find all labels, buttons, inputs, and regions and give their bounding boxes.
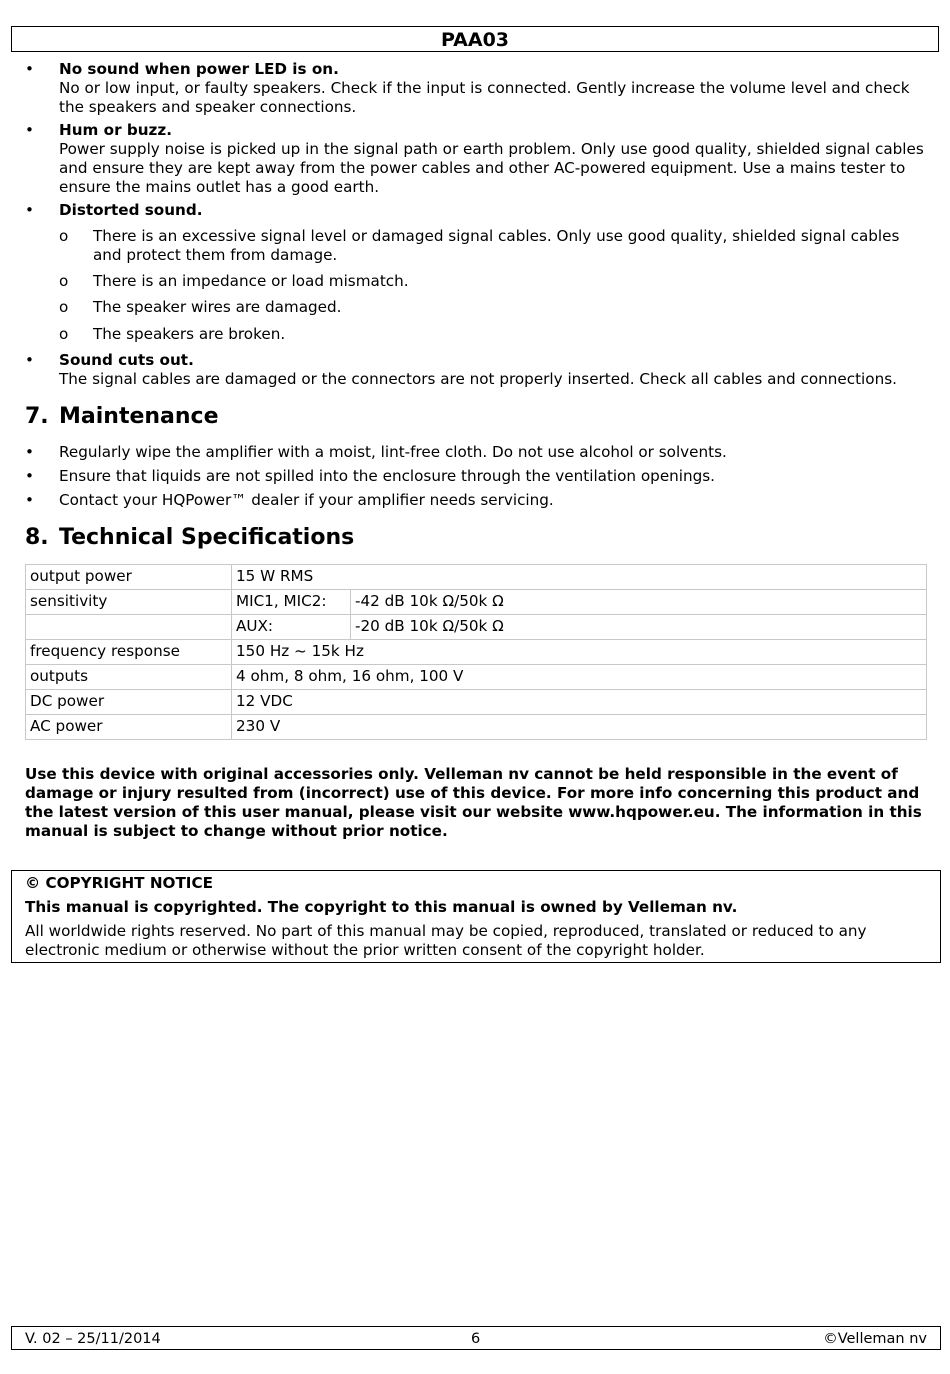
list-item <box>25 467 927 486</box>
item-text: The signal cables are damaged or the connectors are not properly inserted. Check all cables and connections. <box>59 370 897 388</box>
document-title: PAA03 <box>440 29 510 51</box>
sub-list-item <box>25 272 927 291</box>
list-item <box>25 60 927 117</box>
item-title: Hum or buzz. <box>59 121 172 139</box>
spec-label: AC power <box>26 715 232 740</box>
bullet-icon: • <box>25 351 34 369</box>
spec-value: 150 Hz ~ 15k Hz <box>232 640 927 665</box>
section-title: Maintenance <box>59 404 219 429</box>
table-row <box>26 590 927 615</box>
spec-label-empty <box>26 615 232 640</box>
page-footer <box>11 1326 941 1350</box>
circle-bullet-icon: o <box>59 272 69 290</box>
sub-list <box>25 227 927 265</box>
list-item <box>25 201 927 220</box>
list-item <box>25 121 927 197</box>
sub-list <box>25 272 927 291</box>
spec-sublabel: MIC1, MIC2: <box>232 590 351 615</box>
circle-bullet-icon: o <box>59 227 69 245</box>
table-row <box>26 565 927 590</box>
section-number: 7. <box>25 404 49 429</box>
sub-item-text: There is an impedance or load mismatch. <box>93 272 409 290</box>
copyright-box <box>11 870 941 963</box>
troubleshooting-list <box>25 60 927 220</box>
spec-value: -20 dB 10k Ω/50k Ω <box>351 615 927 640</box>
list-item <box>25 491 927 510</box>
spec-label: sensitivity <box>26 590 232 615</box>
sub-list <box>25 325 927 344</box>
sub-list-item <box>25 325 927 344</box>
item-text: Power supply noise is picked up in the signal path or earth problem. Only use good quality, shielded signal cables and ensure they are kept away from the power cables and other AC-powered equipment. Use a mains tester to ensure the mains outlet has a good earth. <box>59 140 924 196</box>
copyright-text: All worldwide rights reserved. No part of this manual may be copied, reproduced, translated or reduced to any electronic medium or otherwise without the prior written consent of the copyright holder. <box>25 922 867 959</box>
section-heading-specifications <box>25 525 354 551</box>
bullet-icon: • <box>25 467 34 485</box>
footer-version: V. 02 – 25/11/2014 <box>25 1331 161 1347</box>
table-row <box>26 615 927 640</box>
copyright-subtitle: This manual is copyrighted. The copyright to this manual is owned by Velleman nv. <box>25 898 738 916</box>
page-number: 6 <box>471 1331 481 1347</box>
list-item <box>25 351 927 389</box>
bullet-icon: • <box>25 121 34 139</box>
page-header <box>11 26 939 52</box>
spec-value: -42 dB 10k Ω/50k Ω <box>351 590 927 615</box>
bullet-icon: • <box>25 491 34 509</box>
table-row <box>26 665 927 690</box>
item-text: Contact your HQPower™ dealer if your amplifier needs servicing. <box>59 491 554 509</box>
section-heading-maintenance <box>25 404 219 430</box>
spec-label: outputs <box>26 665 232 690</box>
bullet-icon: • <box>25 443 34 461</box>
copyright-title: © COPYRIGHT NOTICE <box>25 874 213 892</box>
list-item <box>25 443 927 462</box>
table-row <box>26 690 927 715</box>
usage-notice: Use this device with original accessories only. Velleman nv cannot be held responsible in the event of damage or injury resulted from (incorrect) use of this device. For more info concerning this product and the latest version of this user manual, please visit our website www.hqpower.eu. The information in this manual is subject to change without prior notice. <box>25 765 922 840</box>
sub-list <box>25 298 927 317</box>
bullet-icon: • <box>25 201 34 219</box>
troubleshooting-list <box>25 351 927 389</box>
table-row <box>26 640 927 665</box>
circle-bullet-icon: o <box>59 325 69 343</box>
spec-label: output power <box>26 565 232 590</box>
spec-label: DC power <box>26 690 232 715</box>
footer-owner: ©Velleman nv <box>823 1331 927 1347</box>
spec-sublabel: AUX: <box>232 615 351 640</box>
bullet-icon: • <box>25 60 34 78</box>
specifications-table <box>25 564 927 740</box>
sub-list-item <box>25 298 927 317</box>
sub-item-text: There is an excessive signal level or damaged signal cables. Only use good quality, shielded signal cables and protect them from damage. <box>93 227 900 264</box>
spec-value: 12 VDC <box>232 690 927 715</box>
circle-bullet-icon: o <box>59 298 69 316</box>
item-text: Ensure that liquids are not spilled into the enclosure through the ventilation openings. <box>59 467 716 485</box>
maintenance-list <box>25 443 927 510</box>
item-title: Distorted sound. <box>59 201 203 219</box>
spec-value: 15 W RMS <box>232 565 927 590</box>
item-title: Sound cuts out. <box>59 351 194 369</box>
spec-value: 4 ohm, 8 ohm, 16 ohm, 100 V <box>232 665 927 690</box>
item-text: No or low input, or faulty speakers. Check if the input is connected. Gently increase the volume level and check the speakers and speaker connections. <box>59 79 910 116</box>
section-title: Technical Specifications <box>59 525 355 550</box>
sub-item-text: The speakers are broken. <box>93 325 286 343</box>
table-row <box>26 715 927 740</box>
spec-value: 230 V <box>232 715 927 740</box>
item-title: No sound when power LED is on. <box>59 60 339 78</box>
sub-list-item <box>25 227 927 265</box>
section-number: 8. <box>25 525 49 550</box>
spec-label: frequency response <box>26 640 232 665</box>
sub-item-text: The speaker wires are damaged. <box>93 298 342 316</box>
item-text: Regularly wipe the amplifier with a moist, lint-free cloth. Do not use alcohol or solvents. <box>59 443 727 461</box>
